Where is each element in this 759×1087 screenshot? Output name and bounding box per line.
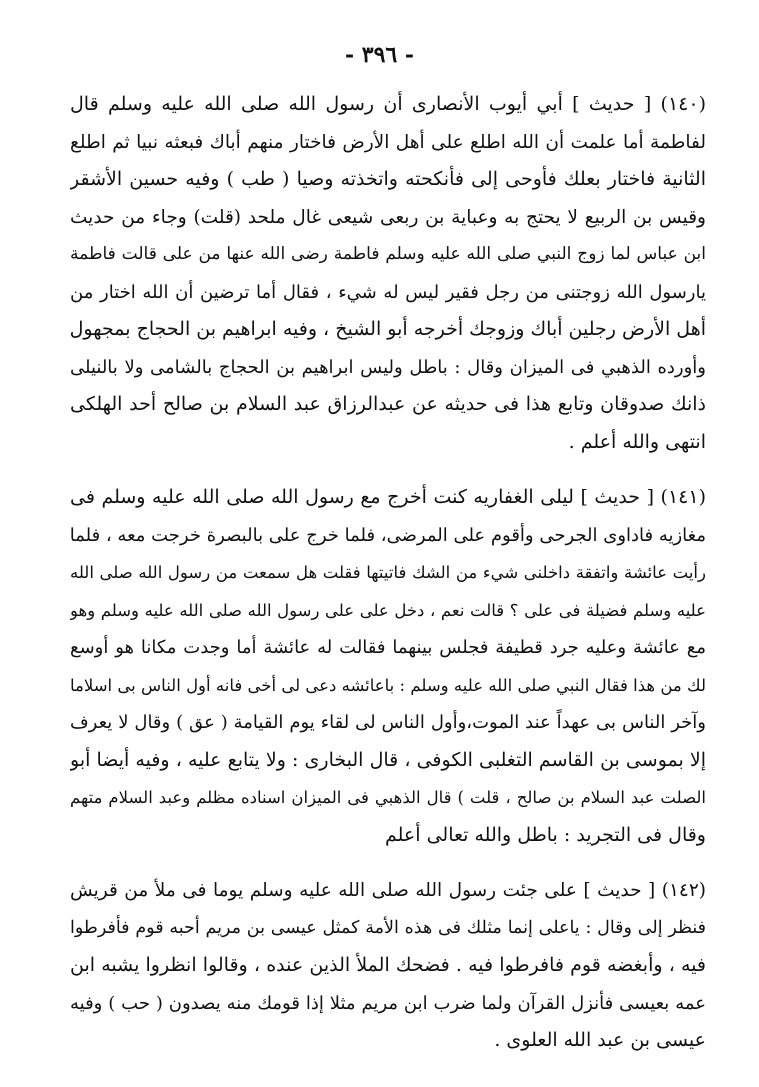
hadith-142 — [70, 872, 706, 1060]
text-line: انتهى والله أعلم . — [568, 430, 706, 453]
hadith-140 — [70, 86, 706, 461]
text-line: ابن عباس لما زوج النبي صلى الله عليه وسلم فاطمة رضى الله عنها من على قالت فاطمة — [70, 244, 706, 264]
page-content — [70, 86, 706, 1078]
text-line: مع عائشة وعليه جرد قطيفة فجلس بينهما فقالت له عائشة أما وجدت مكانا هو أوسع — [70, 637, 706, 658]
text-line: عليه وسلم فضيلة فى على ؟ قالت نعم ، دخل على على رسول الله صلى الله عليه وسلم وهو — [70, 600, 706, 620]
text-line: فنظر إلى وقال : ياعلى إنما مثلك فى هذه الأمة كمثل عيسى بن مريم أحبه قوم فأفرطوا — [70, 917, 706, 938]
text-line: عيسى بن عبد الله العلوى . — [494, 1029, 706, 1051]
text-line: لك من هذا فقال النبي صلى الله عليه وسلم : باعائشه دعى لى أخى فانه أول الناس بى اسلاما — [70, 675, 706, 695]
text-line: وأورده الذهبي فى الميزان وقال : باطل وليس ابراهيم بن الحجاج بالشامى ولا بالنيلى — [70, 356, 706, 378]
page-number: - ٣٩٦ - — [344, 42, 415, 68]
text-line: مغازيه فاداوى الجرحى وأقوم على المرضى، فلما خرج على بالبصرة خرجت معه ، فلما — [70, 524, 706, 546]
text-line: (١٤٢) [ حديث ] على جئت رسول الله صلى الله عليه وسلم يوما فى ملأ من قريش — [70, 880, 706, 901]
text-line: يارسول الله زوجتنى من رجل فقير ليس له شيء ، فقال أما ترضين أن الله اختار من — [70, 281, 706, 303]
text-line: الصلت عبد السلام بن صالح ، قلت ) قال الذهبي فى الميزان اسناده مظلم وعبد السلام متهم — [70, 788, 706, 807]
text-line: ذانك صدوقان وتابع هذا فى حديثه عن عبدالرزاق عبد السلام بن صالح أحد الهلكى — [70, 393, 706, 415]
hadith-141 — [70, 479, 706, 854]
text-line: الثانية فاختار بعلك فأوحى إلى فأنكحته واتخذته وصيا ( طب ) وفيه حسين الأشقر — [70, 168, 706, 190]
text-line: (١٤٠) [ حديث ] أبي أيوب الأنصارى أن رسول الله صلى الله عليه وسلم قال — [70, 93, 706, 115]
text-line: رأيت عائشة واتفقة داخلنى شيء من الشك فاتيتها فقلت هل سمعت من رسول الله صلى الله — [70, 563, 706, 582]
text-line: فيه ، وأبغضه قوم فافرطوا فيه . فضحك الملأ الذين عنده ، وقالوا انظروا يشبه ابن — [70, 954, 706, 976]
text-line: عمه بعيسى فأنزل القرآن ولما ضرب ابن مريم مثلا إذا قومك منه يصدون ( حب ) وفيه — [70, 992, 706, 1014]
text-line: وقال فى التجريد : باطل والله تعالى أعلم — [385, 823, 706, 846]
text-line: (١٤١) [ حديث ] ليلى الغفاريه كنت أخرج مع رسول الله صلى الله عليه وسلم فى — [70, 486, 706, 508]
text-line: وآخر الناس بى عهداً عند الموت،وأول الناس لى لقاء يوم القيامة ( عق ) وقال لا يعرف — [70, 712, 706, 733]
text-line: لفاطمة أما علمت أن الله اطلع على أهل الأرض فاختار منهم أباك فبعثه نبيا ثم اطلع — [70, 131, 706, 153]
text-line: أهل الأرض رجلين أباك وزوجك أخرجه أبو الشيخ ، وفيه ابراهيم بن الحجاج بمجهول — [70, 318, 706, 340]
text-line: إلا بموسى بن القاسم التغلبى الكوفى ، قال البخارى : ولا يتابع عليه ، وفيه أيضا أبو — [70, 748, 706, 771]
text-line: وقيس بن الربيع لا يحتج به وعباية بن ربعى شيعى غال ملحد (قلت) وجاء من حديث — [70, 206, 706, 228]
